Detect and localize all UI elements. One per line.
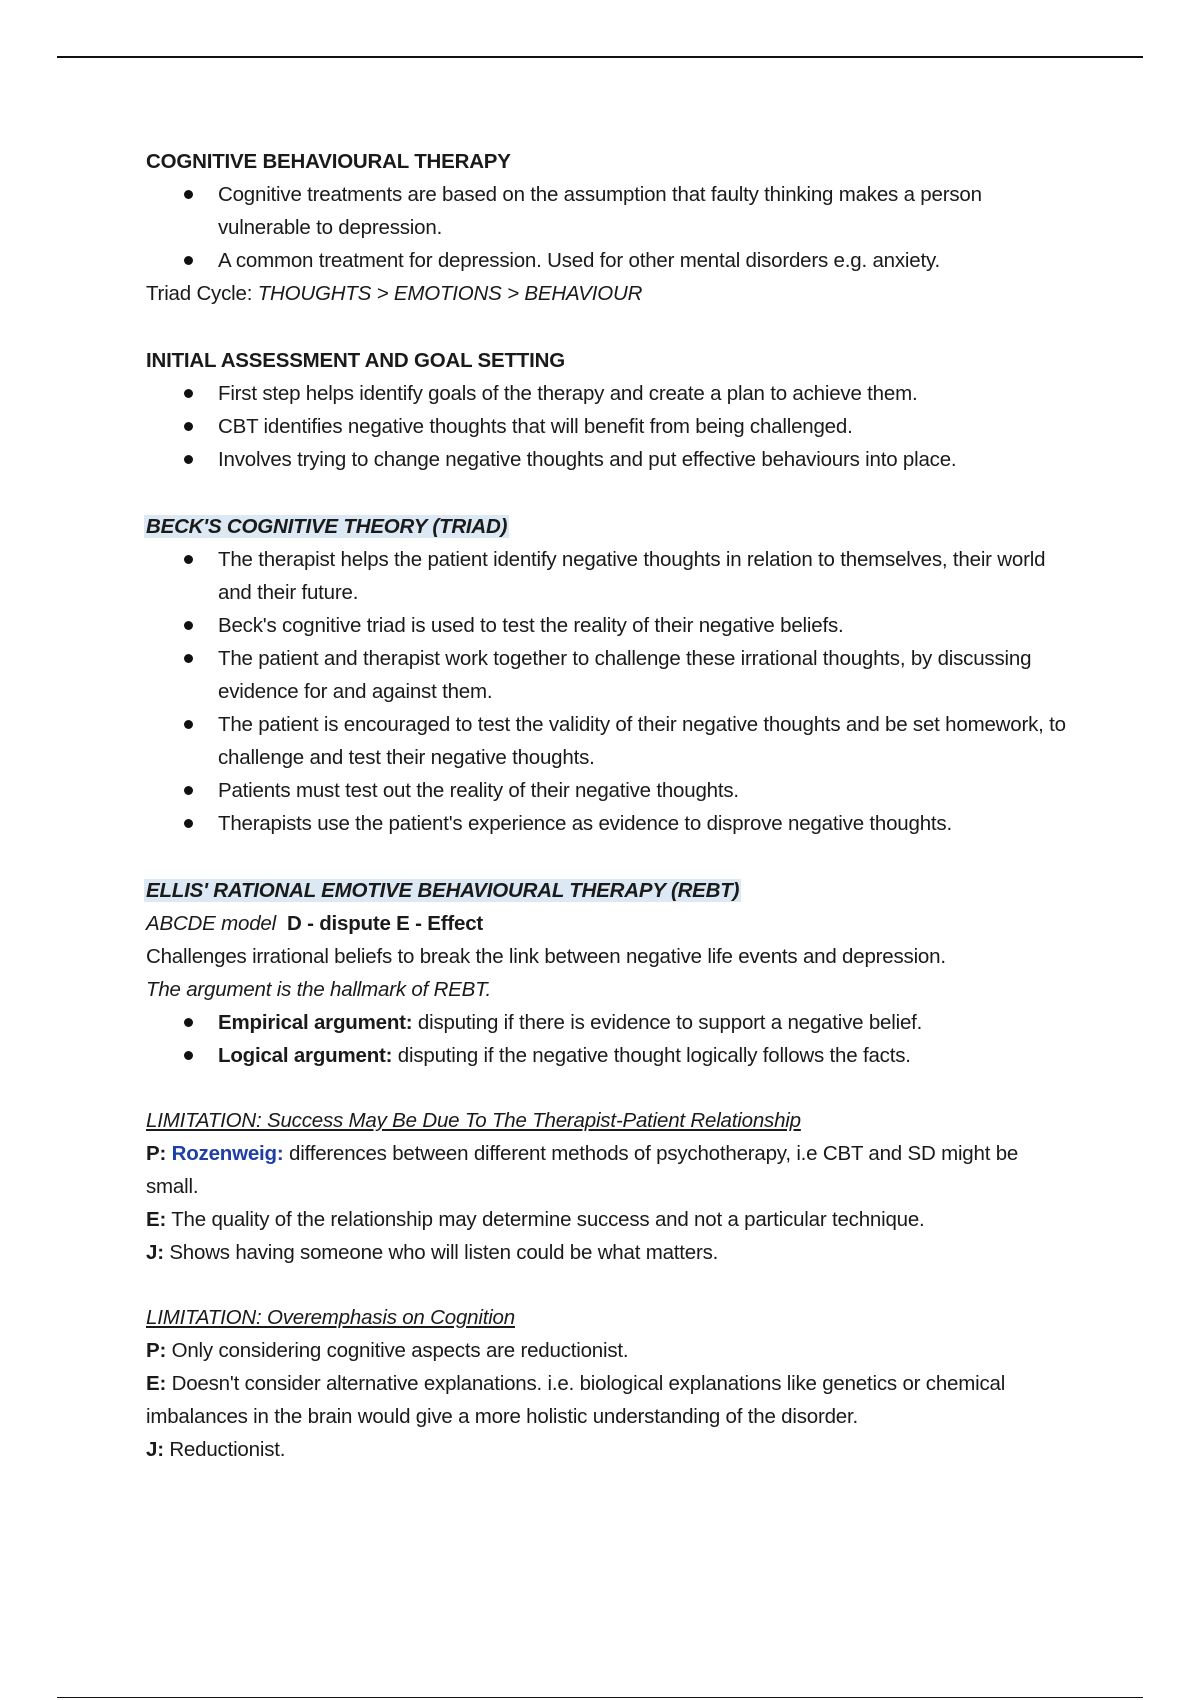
bottom-rule: [57, 1697, 1143, 1698]
assessment-bullets: [146, 377, 1066, 476]
list-item: The patient and therapist work together to challenge these irrational thoughts, by discussing evidence for and against them.: [146, 642, 1066, 708]
abcde-model: [146, 907, 1066, 940]
j-text: Reductionist.: [163, 1438, 286, 1461]
limitation-2-justification: [146, 1433, 1066, 1466]
cbt-heading: COGNITIVE BEHAVIOURAL THERAPY: [146, 150, 511, 173]
ellis-line-2: The argument is the hallmark of REBT.: [146, 978, 492, 1001]
list-item: Therapists use the patient's experience as evidence to disprove negative thoughts.: [146, 807, 1066, 840]
list-item: [146, 1039, 1066, 1072]
limitation-2-section: [146, 1301, 1066, 1466]
beck-bullets: [146, 543, 1066, 840]
triad-label: Triad Cycle:: [146, 282, 258, 305]
e-text: The quality of the relationship may determine success and not a particular technique.: [166, 1208, 925, 1231]
list-item: A common treatment for depression. Used for other mental disorders e.g. anxiety.: [146, 244, 1066, 277]
limitation-1-heading: LIMITATION: Success May Be Due To The Therapist-Patient Relationship: [146, 1109, 801, 1132]
e-text: Doesn't consider alternative explanations. i.e. biological explanations like genetics or chemical imbalances in the brain would give a more holistic understanding of the disorder.: [146, 1372, 1006, 1428]
list-item: CBT identifies negative thoughts that will benefit from being challenged.: [146, 410, 1066, 443]
list-item: The therapist helps the patient identify negative thoughts in relation to themselves, their world and their future.: [146, 543, 1066, 609]
j-label: J:: [146, 1438, 164, 1461]
ellis-bullets: [146, 1006, 1066, 1072]
ellis-section: [146, 874, 1066, 1072]
limitation-1-point: [146, 1137, 1066, 1203]
list-item: Involves trying to change negative thoughts and put effective behaviours into place.: [146, 443, 1066, 476]
assessment-section: [146, 344, 1066, 476]
ellis-line-1: Challenges irrational beliefs to break the link between negative life events and depression.: [146, 945, 946, 968]
cbt-section: [146, 145, 1066, 310]
limitation-2-point: [146, 1334, 1066, 1367]
p-label: P:: [146, 1142, 167, 1165]
limitation-1-justification: [146, 1236, 1066, 1269]
argument-term: Empirical argument:: [218, 1011, 413, 1034]
j-text: Shows having someone who will listen could be what matters.: [163, 1241, 719, 1264]
j-label: J:: [146, 1241, 164, 1264]
document-body: [146, 145, 1066, 1500]
list-item: Beck's cognitive triad is used to test the reality of their negative beliefs.: [146, 609, 1066, 642]
assessment-heading: INITIAL ASSESSMENT AND GOAL SETTING: [146, 349, 565, 372]
limitation-1-evidence: [146, 1203, 1066, 1236]
list-item: [146, 1006, 1066, 1039]
beck-heading: BECK'S COGNITIVE THEORY (TRIAD): [146, 515, 508, 538]
e-label: E:: [146, 1372, 167, 1395]
list-item: The patient is encouraged to test the validity of their negative thoughts and be set homework, to challenge and test their negative thoughts.: [146, 708, 1066, 774]
model-label: ABCDE model: [146, 912, 276, 935]
p-text: differences between different methods of psychotherapy, i.e CBT and SD might be small.: [146, 1142, 1019, 1198]
argument-text: disputing if there is evidence to support a negative belief.: [412, 1011, 923, 1034]
top-rule: [57, 56, 1143, 58]
researcher-name: Rozenweig:: [171, 1142, 284, 1165]
p-label: P:: [146, 1339, 167, 1362]
argument-text: disputing if the negative thought logically follows the facts.: [392, 1044, 911, 1067]
ellis-heading: ELLIS' RATIONAL EMOTIVE BEHAVIOURAL THERAPY (REBT): [146, 879, 740, 902]
list-item: First step helps identify goals of the therapy and create a plan to achieve them.: [146, 377, 1066, 410]
limitation-2-heading: LIMITATION: Overemphasis on Cognition: [146, 1306, 515, 1329]
e-label: E:: [146, 1208, 167, 1231]
beck-section: [146, 510, 1066, 840]
triad-cycle: [146, 277, 1066, 310]
argument-term: Logical argument:: [218, 1044, 393, 1067]
cbt-bullets: [146, 178, 1066, 277]
limitation-1-section: [146, 1104, 1066, 1269]
limitation-2-evidence: [146, 1367, 1066, 1433]
list-item: Cognitive treatments are based on the assumption that faulty thinking makes a person vulnerable to depression.: [146, 178, 1066, 244]
list-item: Patients must test out the reality of their negative thoughts.: [146, 774, 1066, 807]
p-text: Only considering cognitive aspects are reductionist.: [166, 1339, 629, 1362]
model-bold: D - dispute E - Effect: [286, 912, 484, 935]
triad-value: THOUGHTS > EMOTIONS > BEHAVIOUR: [257, 282, 643, 305]
